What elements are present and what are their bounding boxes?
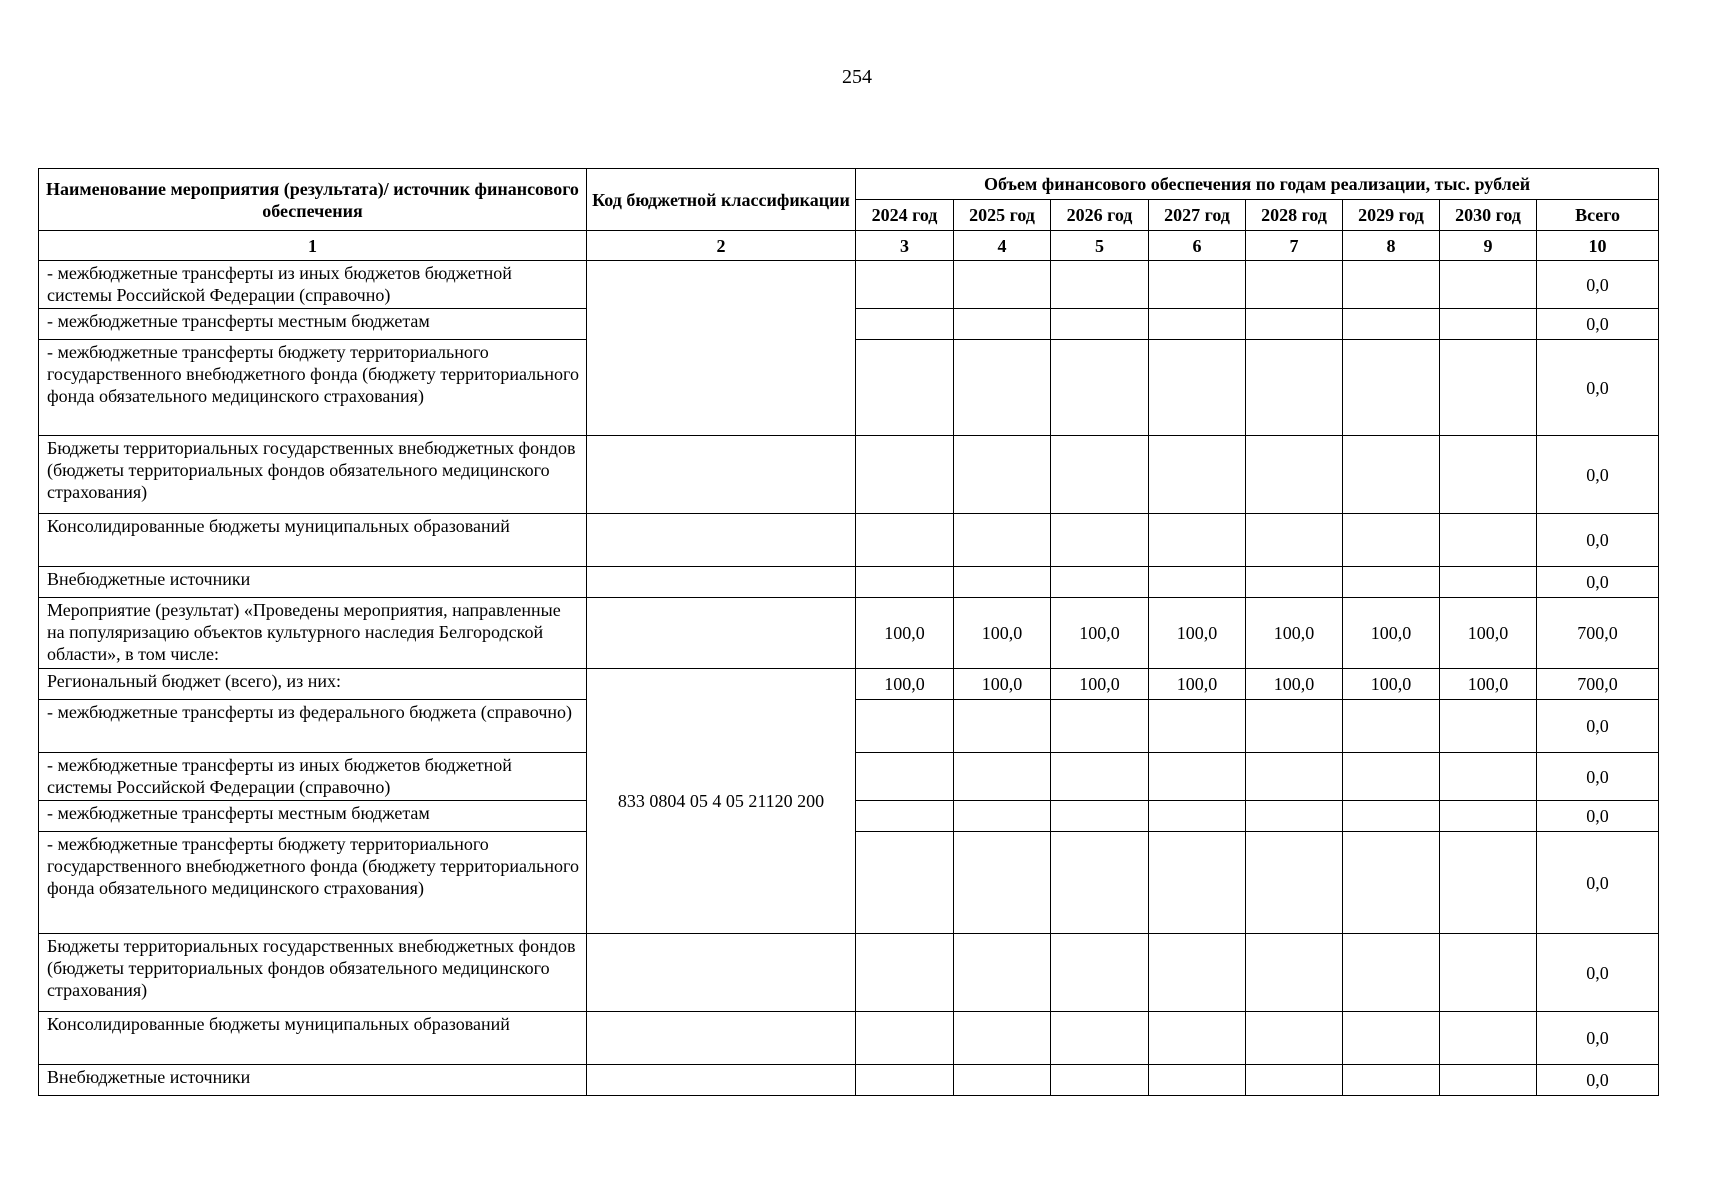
value-cell xyxy=(954,309,1051,340)
value-cell xyxy=(1149,753,1246,801)
value-cell: 100,0 xyxy=(856,669,954,700)
value-cell xyxy=(1440,261,1537,309)
value-cell xyxy=(856,832,954,934)
total-cell: 0,0 xyxy=(1537,514,1659,567)
budget-code-cell xyxy=(587,567,856,598)
table-row xyxy=(39,261,1659,309)
value-cell: 100,0 xyxy=(1051,669,1149,700)
value-cell: 100,0 xyxy=(1246,598,1343,669)
value-cell xyxy=(1246,801,1343,832)
value-cell xyxy=(1440,567,1537,598)
value-cell xyxy=(1343,261,1440,309)
total-cell: 0,0 xyxy=(1537,309,1659,340)
value-cell xyxy=(856,753,954,801)
value-cell xyxy=(954,934,1051,1012)
value-cell: 100,0 xyxy=(1149,598,1246,669)
header-name: Наименование мероприятия (результата)/ источник финансового обеспечения xyxy=(39,169,587,231)
value-cell: 100,0 xyxy=(1343,598,1440,669)
row-name: Внебюджетные источники xyxy=(39,567,587,598)
column-number: 3 xyxy=(856,231,954,261)
total-cell: 0,0 xyxy=(1537,832,1659,934)
header-year-2027: 2027 год xyxy=(1149,200,1246,231)
value-cell xyxy=(856,801,954,832)
value-cell xyxy=(1440,1012,1537,1065)
value-cell xyxy=(1149,514,1246,567)
value-cell xyxy=(1440,514,1537,567)
value-cell xyxy=(1149,934,1246,1012)
value-cell xyxy=(856,1065,954,1096)
value-cell xyxy=(1246,436,1343,514)
value-cell xyxy=(1246,514,1343,567)
table-row xyxy=(39,1012,1659,1065)
header-total: Всего xyxy=(1537,200,1659,231)
value-cell xyxy=(954,1065,1051,1096)
total-cell: 0,0 xyxy=(1537,1012,1659,1065)
table-row xyxy=(39,598,1659,669)
value-cell xyxy=(1246,700,1343,753)
value-cell xyxy=(1246,261,1343,309)
header-volume: Объем финансового обеспечения по годам реализации, тыс. рублей xyxy=(856,169,1659,200)
value-cell xyxy=(1051,567,1149,598)
column-number: 9 xyxy=(1440,231,1537,261)
budget-code-cell xyxy=(587,261,856,436)
column-number: 10 xyxy=(1537,231,1659,261)
value-cell xyxy=(1051,753,1149,801)
budget-code-cell: 833 0804 05 4 05 21120 200 xyxy=(587,669,856,934)
value-cell xyxy=(1149,309,1246,340)
column-number: 6 xyxy=(1149,231,1246,261)
value-cell xyxy=(856,700,954,753)
value-cell xyxy=(856,261,954,309)
value-cell xyxy=(1440,436,1537,514)
header-year-2029: 2029 год xyxy=(1343,200,1440,231)
row-name: - межбюджетные трансферты бюджету территориального государственного внебюджетного фонда (бюджету территориального фонда обязательного медицинского страхования) xyxy=(39,340,587,436)
value-cell xyxy=(954,436,1051,514)
header-year-2024: 2024 год xyxy=(856,200,954,231)
value-cell xyxy=(1343,514,1440,567)
total-cell: 0,0 xyxy=(1537,567,1659,598)
value-cell xyxy=(1343,700,1440,753)
value-cell xyxy=(1343,934,1440,1012)
column-number: 8 xyxy=(1343,231,1440,261)
value-cell xyxy=(1246,753,1343,801)
value-cell xyxy=(954,801,1051,832)
row-name: Бюджеты территориальных государственных внебюджетных фондов (бюджеты территориальных фондов обязательного медицинского страхования) xyxy=(39,934,587,1012)
column-number: 7 xyxy=(1246,231,1343,261)
value-cell xyxy=(1246,309,1343,340)
row-name: - межбюджетные трансферты местным бюджетам xyxy=(39,309,587,340)
value-cell xyxy=(1051,832,1149,934)
financing-table xyxy=(38,168,1659,1096)
value-cell xyxy=(1246,567,1343,598)
value-cell xyxy=(1149,832,1246,934)
value-cell: 100,0 xyxy=(1051,598,1149,669)
total-cell: 0,0 xyxy=(1537,934,1659,1012)
value-cell xyxy=(1343,567,1440,598)
row-name: - межбюджетные трансферты из иных бюджетов бюджетной системы Российской Федерации (справочно) xyxy=(39,261,587,309)
column-number: 1 xyxy=(39,231,587,261)
row-name: Внебюджетные источники xyxy=(39,1065,587,1096)
column-number: 2 xyxy=(587,231,856,261)
value-cell xyxy=(1343,1065,1440,1096)
value-cell xyxy=(1051,801,1149,832)
row-name: - межбюджетные трансферты бюджету территориального государственного внебюджетного фонда (бюджету территориального фонда обязательного медицинского страхования) xyxy=(39,832,587,934)
value-cell xyxy=(954,514,1051,567)
value-cell xyxy=(856,567,954,598)
value-cell xyxy=(1051,1065,1149,1096)
value-cell: 100,0 xyxy=(1440,669,1537,700)
value-cell: 100,0 xyxy=(856,598,954,669)
value-cell xyxy=(1440,801,1537,832)
value-cell xyxy=(1149,1012,1246,1065)
value-cell xyxy=(856,436,954,514)
header-year-2030: 2030 год xyxy=(1440,200,1537,231)
value-cell: 100,0 xyxy=(1440,598,1537,669)
header-year-2028: 2028 год xyxy=(1246,200,1343,231)
budget-code-cell xyxy=(587,934,856,1012)
value-cell xyxy=(1440,1065,1537,1096)
row-name: Консолидированные бюджеты муниципальных образований xyxy=(39,514,587,567)
header-code: Код бюджетной классификации xyxy=(587,169,856,231)
value-cell xyxy=(1440,340,1537,436)
value-cell: 100,0 xyxy=(954,598,1051,669)
total-cell: 700,0 xyxy=(1537,598,1659,669)
total-cell: 700,0 xyxy=(1537,669,1659,700)
table-row xyxy=(39,934,1659,1012)
value-cell xyxy=(1343,340,1440,436)
value-cell xyxy=(1051,261,1149,309)
column-number: 4 xyxy=(954,231,1051,261)
page-number: 254 xyxy=(842,66,872,88)
total-cell: 0,0 xyxy=(1537,436,1659,514)
table-row xyxy=(39,567,1659,598)
value-cell xyxy=(1440,753,1537,801)
value-cell xyxy=(856,340,954,436)
value-cell xyxy=(1149,340,1246,436)
value-cell xyxy=(1440,309,1537,340)
value-cell xyxy=(1246,832,1343,934)
value-cell xyxy=(1149,567,1246,598)
value-cell xyxy=(1149,801,1246,832)
total-cell: 0,0 xyxy=(1537,700,1659,753)
value-cell xyxy=(1051,436,1149,514)
value-cell xyxy=(1149,436,1246,514)
value-cell: 100,0 xyxy=(954,669,1051,700)
value-cell xyxy=(1051,1012,1149,1065)
budget-code-cell xyxy=(587,598,856,669)
value-cell xyxy=(1440,700,1537,753)
value-cell xyxy=(856,514,954,567)
budget-code-cell xyxy=(587,1065,856,1096)
table-row xyxy=(39,436,1659,514)
value-cell xyxy=(1149,1065,1246,1096)
value-cell xyxy=(1149,261,1246,309)
value-cell xyxy=(1343,801,1440,832)
value-cell: 100,0 xyxy=(1149,669,1246,700)
table-row xyxy=(39,514,1659,567)
value-cell xyxy=(954,261,1051,309)
value-cell xyxy=(856,309,954,340)
total-cell: 0,0 xyxy=(1537,753,1659,801)
value-cell xyxy=(1343,309,1440,340)
value-cell xyxy=(1246,340,1343,436)
value-cell xyxy=(1246,1065,1343,1096)
value-cell xyxy=(954,753,1051,801)
value-cell xyxy=(1440,934,1537,1012)
value-cell xyxy=(1051,514,1149,567)
value-cell xyxy=(954,567,1051,598)
header-year-2026: 2026 год xyxy=(1051,200,1149,231)
row-name: - межбюджетные трансферты из федерального бюджета (справочно) xyxy=(39,700,587,753)
value-cell xyxy=(1051,934,1149,1012)
budget-code-cell xyxy=(587,1012,856,1065)
value-cell xyxy=(1343,832,1440,934)
value-cell xyxy=(1246,934,1343,1012)
value-cell: 100,0 xyxy=(1246,669,1343,700)
table-row xyxy=(39,1065,1659,1096)
table-row xyxy=(39,669,1659,700)
value-cell xyxy=(954,832,1051,934)
value-cell xyxy=(1051,700,1149,753)
total-cell: 0,0 xyxy=(1537,340,1659,436)
value-cell xyxy=(856,1012,954,1065)
total-cell: 0,0 xyxy=(1537,1065,1659,1096)
row-name: Мероприятие (результат) «Проведены мероприятия, направленные на популяризацию объектов культурного наследия Белгородской области», в том числе: xyxy=(39,598,587,669)
value-cell xyxy=(1343,1012,1440,1065)
value-cell xyxy=(1051,309,1149,340)
budget-code-cell xyxy=(587,514,856,567)
value-cell xyxy=(1343,753,1440,801)
value-cell xyxy=(1246,1012,1343,1065)
value-cell: 100,0 xyxy=(1343,669,1440,700)
column-number: 5 xyxy=(1051,231,1149,261)
value-cell xyxy=(1051,340,1149,436)
row-name: - межбюджетные трансферты из иных бюджетов бюджетной системы Российской Федерации (справочно) xyxy=(39,753,587,801)
value-cell xyxy=(954,700,1051,753)
header-year-2025: 2025 год xyxy=(954,200,1051,231)
value-cell xyxy=(856,934,954,1012)
value-cell xyxy=(954,340,1051,436)
budget-code-cell xyxy=(587,436,856,514)
value-cell xyxy=(954,1012,1051,1065)
total-cell: 0,0 xyxy=(1537,801,1659,832)
row-name: - межбюджетные трансферты местным бюджетам xyxy=(39,801,587,832)
total-cell: 0,0 xyxy=(1537,261,1659,309)
row-name: Региональный бюджет (всего), из них: xyxy=(39,669,587,700)
value-cell xyxy=(1149,700,1246,753)
row-name: Бюджеты территориальных государственных внебюджетных фондов (бюджеты территориальных фондов обязательного медицинского страхования) xyxy=(39,436,587,514)
row-name: Консолидированные бюджеты муниципальных образований xyxy=(39,1012,587,1065)
value-cell xyxy=(1343,436,1440,514)
value-cell xyxy=(1440,832,1537,934)
